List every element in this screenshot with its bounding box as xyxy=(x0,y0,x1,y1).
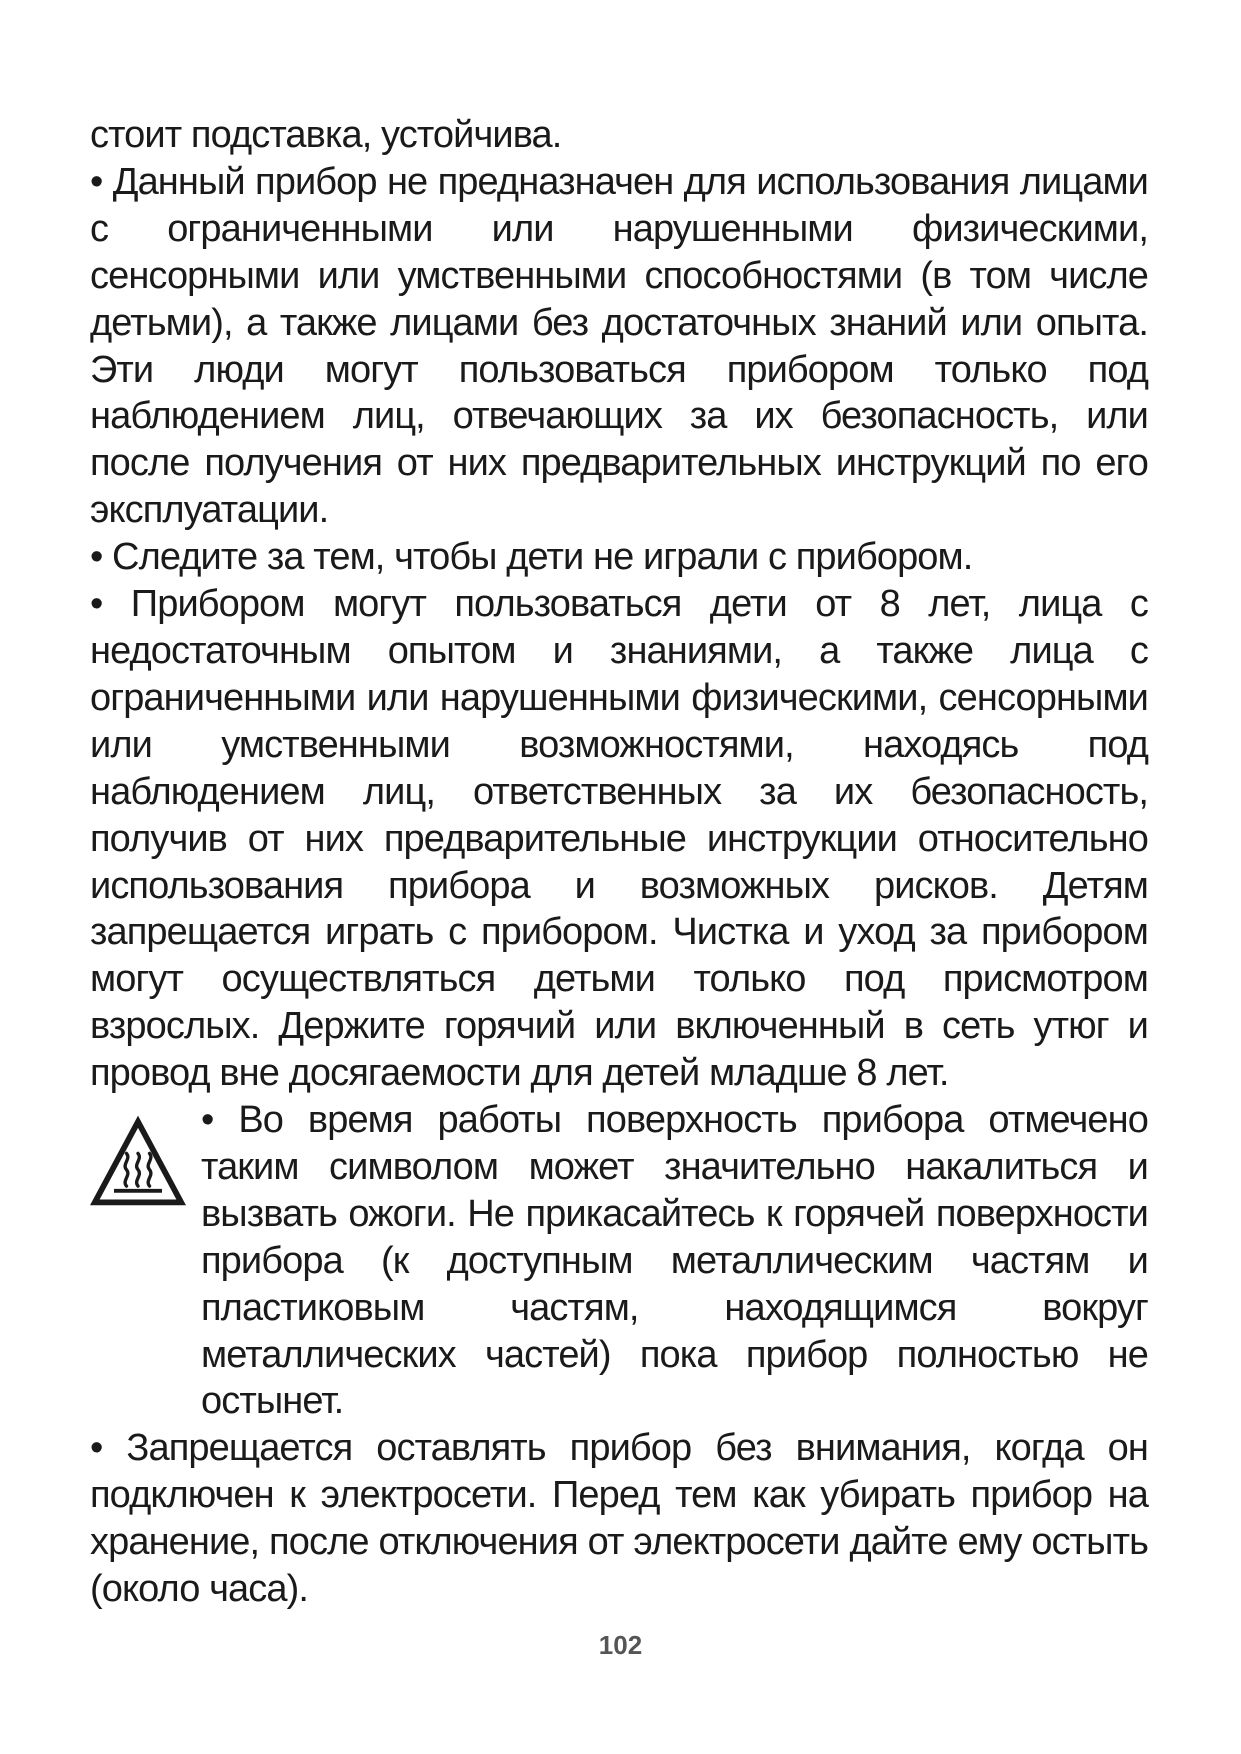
paragraph-children-play: • Следите за тем, чтобы дети не играли с прибором. xyxy=(90,536,973,579)
warning-text: • Во время работы поверхность прибора отмечено таким символом может значительно накалиться и вызвать ожоги. Не прикасайтесь к горячей поверхности прибора (к доступным металлическим частям и пластиковым частям, находящимся вокруг металлических частей) пока прибор полностью не остынет. xyxy=(201,1099,1148,1423)
hot-surface-warning-icon xyxy=(90,1115,186,1211)
paragraph-unattended: • Запрещается оставлять прибор без внимания, когда он подключен к электросети. Перед тем как убирать прибор на хранение, после отключения от электросети дайте ему остыть (около часа). xyxy=(90,1427,1148,1611)
paragraph-continuation: стоит подставка, устойчива. xyxy=(90,114,562,156)
hot-surface-warning xyxy=(90,1097,1148,1425)
paragraph-children-usage: • Прибором могут пользоваться дети от 8 лет, лица с недостаточным опытом и знаниями, а также лица с ограниченными или нарушенными физическими, сенсорными или умственными возможностями, находясь под наблюдением лиц, ответственных за их безопасность, получив от них предварительные инструкции относительно использования прибора и возможных рисков. Детям запрещается играть с прибором. Чистка и уход за прибором могут осуществляться детьми только под присмотром взрослых. Держите горячий или включенный в сеть утюг и провод вне досягаемости для детей младше 8 лет. xyxy=(90,583,1148,1095)
page-number: 102 xyxy=(598,1630,643,1660)
paragraph-restrictions: • Данный прибор не предназначен для использования лицами с ограниченными или нарушенными физическими, сенсорными или умственными способностями (в том числе детьми), а также лицами без достаточных знаний или опыта. Эти люди могут пользоваться прибором только под наблюдением лиц, отвечающих за их безопасность, или после получения от них предварительных инструкций по его эксплуатации. xyxy=(90,160,1148,532)
document-page xyxy=(90,112,1148,1613)
